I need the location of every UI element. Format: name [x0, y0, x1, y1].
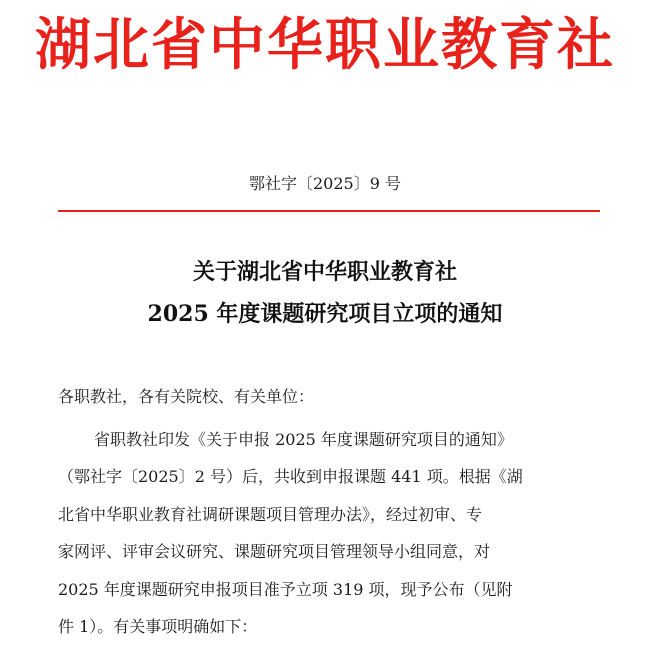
body-paragraph-line: （鄂社字〔2025〕2 号）后，共收到申报课题 441 项。根据《湖 — [58, 467, 523, 486]
letterhead-divider — [58, 210, 600, 212]
document-number: 鄂社字〔2025〕9 号 — [249, 174, 401, 193]
organization-letterhead: 湖北省中华职业教育社 — [35, 13, 615, 78]
document-title-line-1: 关于湖北省中华职业教育社 — [192, 259, 457, 285]
body-paragraph-line: 家网评、评审会议研究、课题研究项目管理领导小组同意，对 — [58, 542, 491, 561]
body-paragraph-line: 2025 年度课题研究申报项目准予立项 319 项，现予公布（见附 — [58, 580, 513, 599]
body-paragraph-line: 北省中华职业教育社调研课题项目管理办法》，经过初审、专 — [58, 505, 483, 524]
body-paragraph-line: 省职教社印发《关于申报 2025 年度课题研究项目的通知》 — [94, 430, 513, 449]
salutation: 各职教社，各有关院校、有关单位： — [58, 387, 315, 406]
body-paragraph-line: 件 1）。有关事项明确如下： — [58, 617, 258, 636]
document-title-line-2: 2025 年度课题研究项目立项的通知 — [147, 301, 503, 327]
